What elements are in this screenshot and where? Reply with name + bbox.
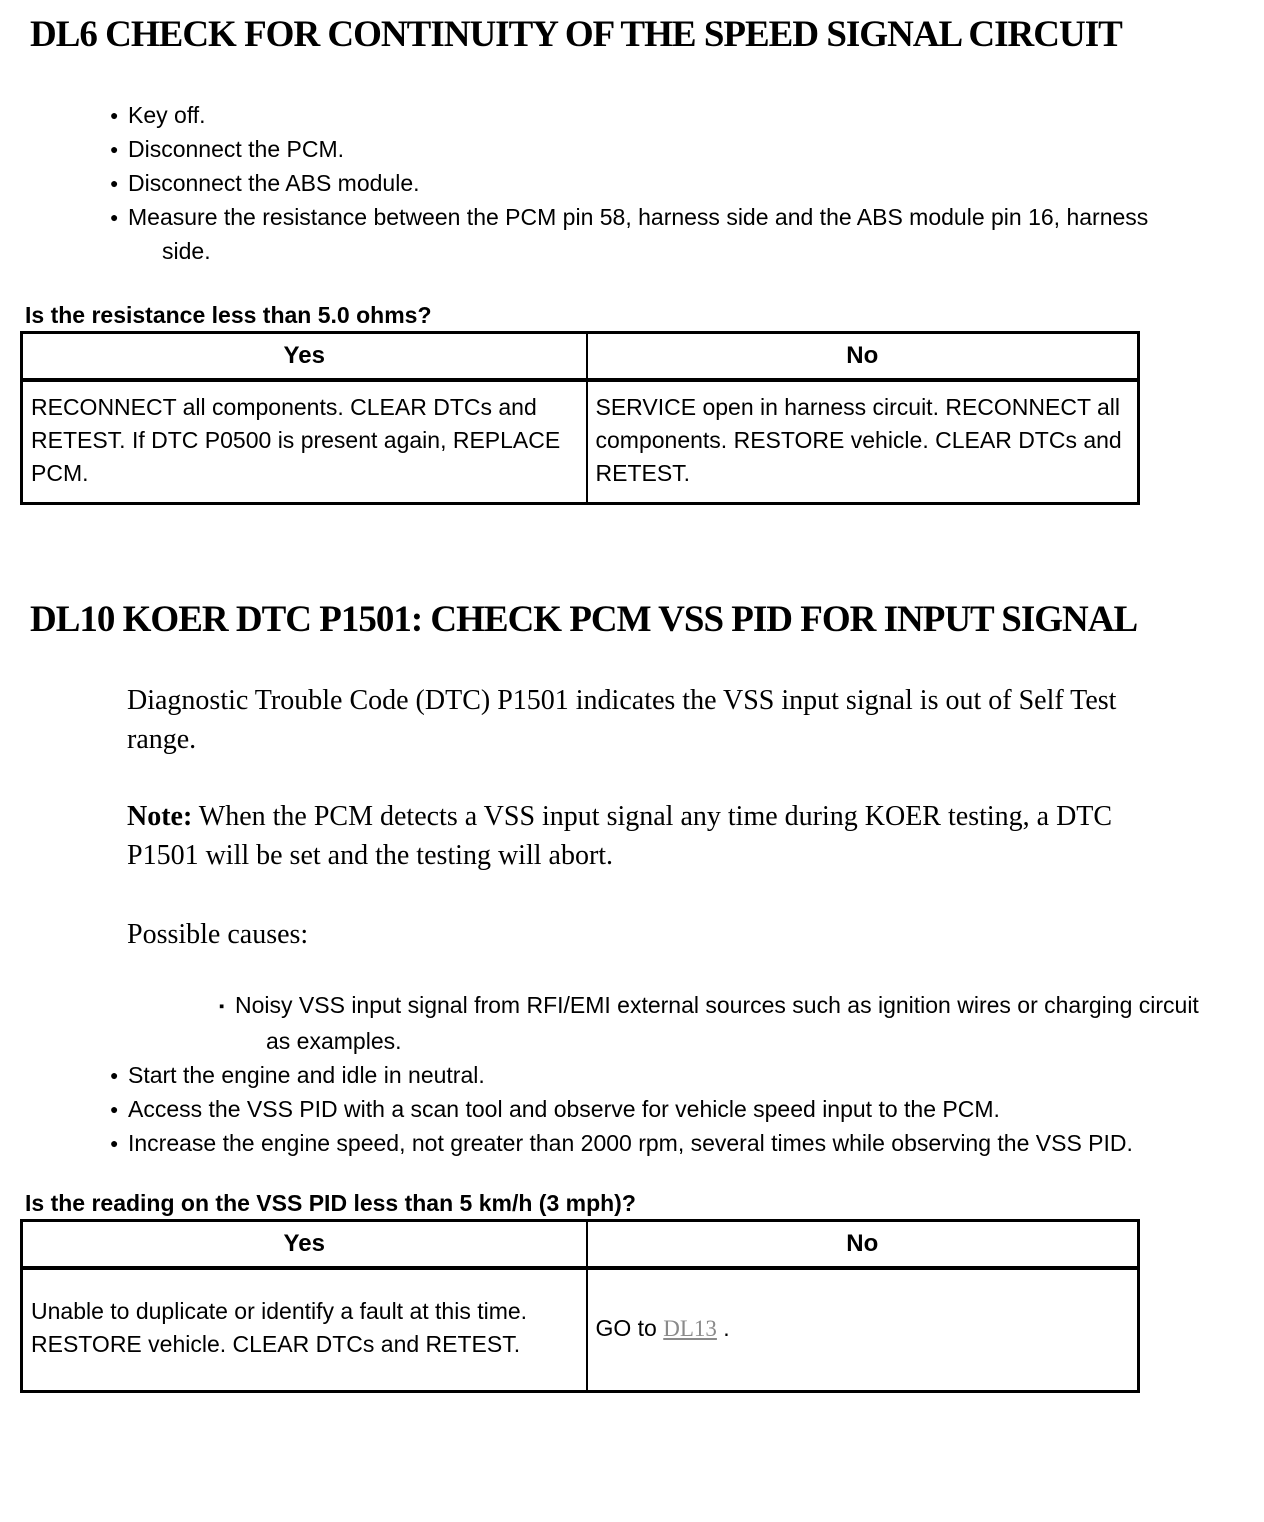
list-item	[0, 166, 1172, 200]
list-item	[0, 200, 1172, 268]
bullet-list-dl10	[0, 988, 1264, 1160]
table-cell-no-action	[587, 1268, 1139, 1392]
square-bullet-icon: ▪	[219, 998, 225, 1015]
section-dl6	[0, 12, 1264, 505]
round-bullet-icon: ●	[110, 175, 119, 191]
possible-causes-label: Possible causes:	[127, 919, 309, 950]
list-item-text: Access the VSS PID with a scan tool and observe for vehicle speed input to the PCM.	[128, 1096, 1000, 1122]
list-item-text: Key off.	[128, 102, 206, 128]
list-item-text: Increase the engine speed, not greater than 2000 rpm, several times while observing the VSS PID.	[128, 1130, 1133, 1156]
table-header-row	[22, 1221, 1139, 1269]
table-cell-no-action: SERVICE open in harness circuit. RECONNECT all components. RESTORE vehicle. CLEAR DTCs and RETEST.	[587, 380, 1139, 504]
round-bullet-icon: ●	[110, 141, 119, 157]
table-header-no: No	[587, 333, 1139, 381]
list-item-text: Disconnect the PCM.	[128, 136, 345, 162]
list-item	[0, 1092, 1172, 1126]
question-text-dl6: Is the resistance less than 5.0 ohms?	[25, 302, 432, 328]
list-item-text: Disconnect the ABS module.	[128, 170, 420, 196]
table-row	[22, 380, 1139, 504]
list-item	[0, 98, 1172, 132]
sub-list-item	[0, 988, 1206, 1058]
decision-table-dl10	[20, 1219, 1140, 1393]
round-bullet-icon: ●	[110, 209, 119, 225]
round-bullet-icon: ●	[110, 1101, 119, 1117]
table-row	[22, 1268, 1139, 1392]
table-cell-yes-action: RECONNECT all components. CLEAR DTCs and RETEST. If DTC P0500 is present again, REPLACE PCM.	[31, 393, 561, 486]
table-header-no: No	[587, 1221, 1139, 1269]
section-heading-dl6: DL6 CHECK FOR CONTINUITY OF THE SPEED SIGNAL CIRCUIT	[30, 14, 1122, 55]
go-to-suffix: .	[716, 1314, 730, 1341]
round-bullet-icon: ●	[110, 107, 119, 123]
list-item-text: Noisy VSS input signal from RFI/EMI external sources such as ignition wires or charging circuit as examples.	[235, 992, 1199, 1054]
table-cell-yes-action: Unable to duplicate or identify a fault at this time. RESTORE vehicle. CLEAR DTCs and RETEST.	[31, 1298, 528, 1357]
decision-table-dl6	[20, 331, 1140, 505]
table-header-yes: Yes	[22, 1221, 587, 1269]
section-dl10	[0, 597, 1264, 1393]
paragraph-dtc-description: Diagnostic Trouble Code (DTC) P1501 indicates the VSS input signal is out of Self Test range.	[127, 685, 1117, 755]
list-item	[0, 1058, 1172, 1092]
bullet-list-dl6	[0, 98, 1264, 268]
section-heading-dl10: DL10 KOER DTC P1501: CHECK PCM VSS PID FOR INPUT SIGNAL	[30, 599, 1138, 640]
list-item-text: Start the engine and idle in neutral.	[128, 1062, 485, 1088]
paragraph-note	[127, 797, 1147, 875]
round-bullet-icon: ●	[110, 1067, 119, 1083]
round-bullet-icon: ●	[110, 1135, 119, 1151]
dl13-link[interactable]: DL13	[663, 1315, 717, 1341]
list-item	[0, 132, 1172, 166]
question-text-dl10: Is the reading on the VSS PID less than 5 km/h (3 mph)?	[25, 1190, 636, 1216]
note-label: Note:	[127, 801, 193, 832]
table-header-yes: Yes	[22, 333, 587, 381]
go-to-text: GO to	[595, 1314, 664, 1341]
list-item	[0, 1126, 1172, 1160]
table-header-row	[22, 333, 1139, 381]
note-text: When the PCM detects a VSS input signal any time during KOER testing, a DTC P1501 will be set and the testing will abort.	[127, 801, 1113, 871]
list-item-text: Measure the resistance between the PCM pin 58, harness side and the ABS module pin 16, harness side.	[128, 204, 1149, 264]
